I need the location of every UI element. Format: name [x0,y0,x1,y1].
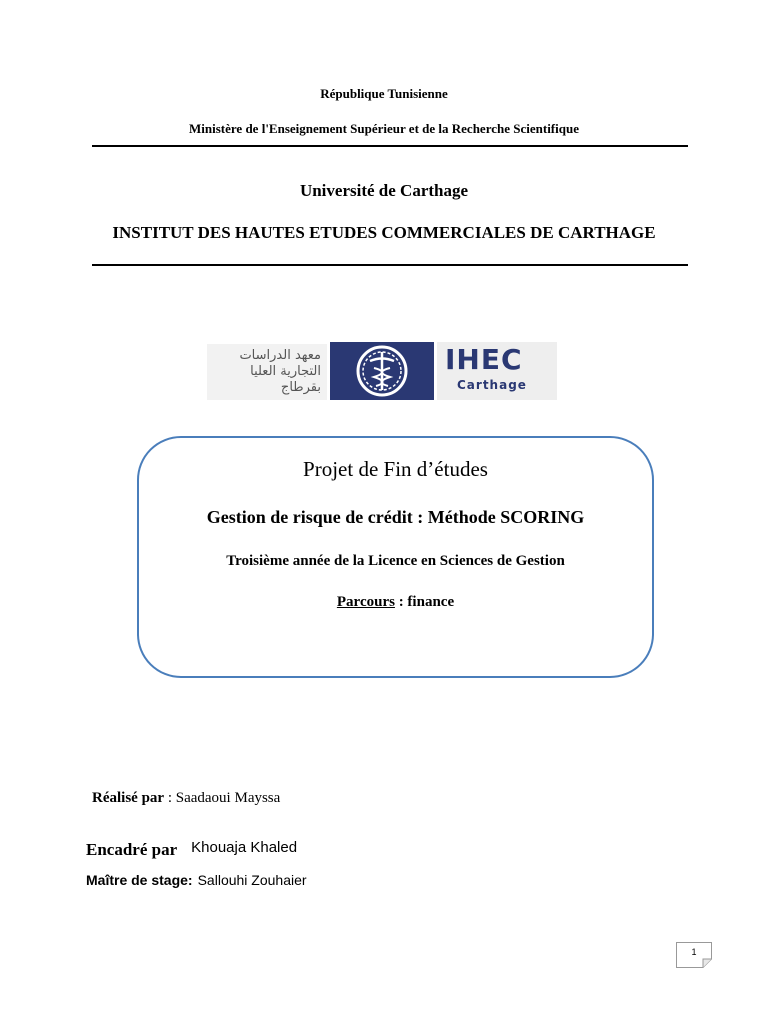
project-track [137,594,654,611]
logo-arabic-line1: معهد الدراسات [239,348,321,363]
logo-arabic-line2: التجارية العليا [250,364,321,379]
realise-label: Réalisé par [92,790,165,806]
track-value: : finance [394,594,455,610]
logo-emblem [330,342,434,400]
logo-arabic-panel [207,344,327,400]
page-number-box [676,942,712,968]
project-title: Projet de Fin d’études [303,457,488,481]
bottom-divider [92,264,688,266]
encadre-par [86,840,297,860]
logo-arabic-line3: بقرطاج [280,380,321,395]
logo-brand-panel [437,342,557,400]
ihec-logo [207,338,557,400]
maitre-value: Sallouhi Zouhaier [197,872,307,888]
university-line: Université de Carthage [299,181,469,200]
logo-brand-city: Carthage [457,378,527,392]
ministry-line: Ministère de l'Enseignement Supérieur et de la Recherche Scientifique [189,121,579,136]
encadre-label: Encadré par [86,840,178,859]
top-divider [92,145,688,147]
track-label: Parcours [336,594,395,610]
institute-line: INSTITUT DES HAUTES ETUDES COMMERCIALES DE CARTHAGE [112,223,656,242]
republic-line: République Tunisienne [320,86,448,101]
caduceus-icon [352,344,412,398]
page-number: 1 [691,947,697,957]
realise-value: : Saadaoui Mayssa [164,790,281,806]
realise-par [92,790,280,807]
project-degree: Troisième année de la Licence en Sciences de Gestion [226,553,565,569]
encadre-value: Khouaja Khaled [191,839,298,856]
logo-brand-name: IHEC [445,343,523,376]
maitre-label: Maître de stage: [86,872,193,888]
project-subject: Gestion de risque de crédit : Méthode SCORING [206,507,585,527]
maitre-de-stage [86,872,307,888]
